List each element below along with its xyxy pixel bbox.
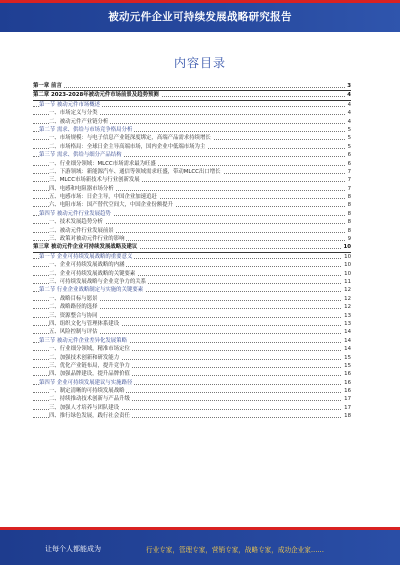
toc-page-number: 4: [347, 92, 351, 99]
toc-page-number: 4: [347, 118, 351, 125]
toc-entry-label: 四、加强品牌建设，提升品牌价值: [49, 371, 130, 378]
toc-page-number: 8: [347, 194, 351, 201]
toc-page-number: 7: [347, 185, 351, 192]
toc-item-row[interactable]: [33, 354, 351, 362]
toc-page-number: 8: [347, 210, 351, 217]
toc-entry-label: 二、战略路径的选择: [49, 304, 98, 311]
toc-item-row[interactable]: [33, 201, 351, 209]
toc-item-row[interactable]: [33, 320, 351, 328]
toc-page-number: 6: [347, 160, 351, 167]
toc-page-number: 16: [344, 371, 351, 378]
toc-entry-label: 三、优化产业链布局，提升竞争力: [49, 362, 130, 369]
toc-item-row[interactable]: [33, 235, 351, 243]
toc-section-row[interactable]: [33, 151, 351, 159]
toc-item-row[interactable]: [33, 227, 351, 235]
toc-entry-label: 一、技术发展趋势分析: [49, 219, 103, 226]
toc-entry-label: 二、被动元件产业链分析: [49, 118, 109, 125]
toc-page-number: 15: [344, 362, 351, 369]
toc-item-row[interactable]: [33, 109, 351, 117]
toc-page-number: 14: [344, 329, 351, 336]
toc-page-number: 12: [344, 287, 351, 294]
toc-page-number: 9: [347, 236, 351, 243]
table-of-contents: [33, 82, 351, 421]
toc-entry-label: 三、政策对被动元件行业的影响: [49, 236, 125, 243]
toc-entry-label: 第四节 企业可持续发展建议与实施路径: [39, 379, 133, 386]
toc-item-row[interactable]: [33, 160, 351, 168]
toc-entry-label: 三、MLCC市场新技术与行业创新发展: [49, 177, 140, 184]
toc-item-row[interactable]: [33, 404, 351, 412]
toc-page-number: 7: [347, 177, 351, 184]
toc-item-row[interactable]: [33, 118, 351, 126]
toc-page-number: 6: [347, 152, 351, 159]
toc-chapter-row[interactable]: [33, 243, 351, 252]
toc-section-row[interactable]: [33, 126, 351, 134]
toc-page-number: 12: [344, 295, 351, 302]
toc-section-row[interactable]: [33, 101, 351, 109]
toc-page-number: 8: [347, 219, 351, 226]
toc-page-number: 4: [347, 110, 351, 117]
toc-entry-label: 第二节 需求、供给与市场竞争格局分析: [39, 126, 133, 133]
toc-page-number: 13: [344, 312, 351, 319]
toc-entry-label: 一、战略目标与愿景: [49, 295, 98, 302]
toc-section-row[interactable]: [33, 286, 351, 294]
toc-leader-dots: [33, 87, 351, 88]
toc-item-row[interactable]: [33, 218, 351, 226]
toc-page-number: 14: [344, 337, 351, 344]
toc-item-row[interactable]: [33, 278, 351, 286]
toc-item-row[interactable]: [33, 362, 351, 370]
toc-item-row[interactable]: [33, 261, 351, 269]
toc-section-row[interactable]: [33, 337, 351, 345]
toc-item-row[interactable]: [33, 134, 351, 142]
toc-page-number: 16: [344, 388, 351, 395]
header-accent-line: [0, 0, 400, 3]
toc-entry-label: 第三节 被动元件企业差异化发展策略: [39, 337, 127, 344]
toc-page-number: 11: [344, 278, 351, 285]
toc-page-number: 18: [344, 413, 351, 420]
toc-entry-label: 五、风险控制与评估: [49, 329, 98, 336]
toc-entry-label: 一、企业可持续发展战略的内涵: [49, 262, 125, 269]
toc-section-row[interactable]: [33, 210, 351, 218]
toc-entry-label: 四、组织文化与管理体系建设: [49, 320, 120, 327]
toc-item-row[interactable]: [33, 270, 351, 278]
toc-entry-label: 一、行业细分领域：MLCC市场需求最为旺盛: [49, 160, 156, 167]
footer-accent-line: [0, 527, 400, 530]
toc-entry-label: 三、加强人才培养与团队建设: [49, 404, 120, 411]
toc-page-number: 5: [347, 126, 351, 133]
toc-entry-label: 一、制定清晰的可持续发展战略: [49, 388, 125, 395]
toc-section-row[interactable]: [33, 253, 351, 261]
toc-entry-label: 一、行业细分领域，精准市场定位: [49, 346, 130, 353]
toc-item-row[interactable]: [33, 345, 351, 353]
toc-entry-label: 第三节 需求、供给与细分产品结构: [39, 152, 122, 159]
toc-item-row[interactable]: [33, 312, 351, 320]
toc-page-number: 13: [344, 320, 351, 327]
toc-entry-label: 六、电阻市场：国产替代空间大，中国企业份额提升: [49, 202, 173, 209]
footer-banner: [0, 530, 400, 565]
toc-chapter-row[interactable]: [33, 82, 351, 91]
toc-item-row[interactable]: [33, 185, 351, 193]
toc-item-row[interactable]: [33, 328, 351, 336]
toc-page-number: 10: [344, 262, 351, 269]
toc-entry-label: 二、持续推动技术创新与产品升级: [49, 396, 130, 403]
toc-entry-label: 第四节 被动元件行业发展趋势: [39, 210, 111, 217]
toc-entry-label: 二、下游领域：新能源汽车、通信等领域需求旺盛，带动MLCC出口增长: [49, 168, 221, 175]
toc-item-row[interactable]: [33, 193, 351, 201]
toc-item-row[interactable]: [33, 295, 351, 303]
footer-slogan: 让每个人都能成为: [45, 545, 101, 553]
toc-entry-label: 第一节 企业可持续发展战略的重要意义: [39, 253, 133, 260]
toc-entry-label: 第二节 行业企业战略制定与实施的关键要素: [39, 287, 144, 294]
footer-tagline: 行业专家，管理专家，营销专家，战略专家，成功企业家……: [146, 546, 325, 554]
toc-item-row[interactable]: [33, 176, 351, 184]
toc-entry-label: 第三章 被动元件企业可持续发展战略及建议: [33, 244, 138, 251]
toc-item-row[interactable]: [33, 168, 351, 176]
toc-page-number: 8: [347, 227, 351, 234]
toc-entry-label: 五、电感市场：日企主导，中国企业加速追赶: [49, 194, 157, 201]
toc-chapter-row[interactable]: [33, 91, 351, 100]
toc-section-row[interactable]: [33, 379, 351, 387]
toc-entry-label: 四、电感和电阻器市场分析: [49, 185, 114, 192]
toc-entry-label: 一、市场规模：与电子信息产业链深度绑定，高端产品需求持续增长: [49, 135, 211, 142]
toc-page-number: 4: [347, 101, 351, 108]
toc-page-number: 10: [343, 244, 351, 251]
toc-item-row[interactable]: [33, 303, 351, 311]
toc-page-number: 16: [344, 379, 351, 386]
toc-item-row[interactable]: [33, 370, 351, 378]
toc-page-number: 15: [344, 354, 351, 361]
toc-entry-label: 二、企业可持续发展战略的关键要素: [49, 270, 136, 277]
toc-heading: 内容目录: [173, 56, 226, 70]
toc-page-number: 5: [347, 135, 351, 142]
toc-entry-label: 二、被动元件行业发展前景: [49, 227, 114, 234]
toc-page-number: 10: [344, 270, 351, 277]
toc-entry-label: 二、加强技术创新和研发能力: [49, 354, 120, 361]
toc-item-row[interactable]: [33, 387, 351, 395]
toc-entry-label: 一、市场定义与分类: [49, 110, 98, 117]
toc-entry-label: 三、资源整合与协同: [49, 312, 98, 319]
toc-entry-label: 三、可持续发展战略与企业竞争力的关系: [49, 278, 147, 285]
toc-page-number: 5: [347, 143, 351, 150]
toc-page-number: 10: [344, 253, 351, 260]
toc-entry-label: 第一章 前言: [33, 83, 62, 89]
toc-entry-label: 四、推行绿色发展，践行社会责任: [49, 413, 130, 420]
header-bar: [0, 0, 400, 32]
toc-entry-label: 第一节 被动元件市场概述: [39, 101, 101, 108]
toc-page-number: 14: [344, 346, 351, 353]
toc-entry-label: 二、市场格局：全球日企主导高端市场，国内企业中低端市场为主: [49, 143, 206, 150]
toc-page-number: 3: [347, 83, 351, 89]
toc-page-number: 12: [344, 304, 351, 311]
toc-page-number: 17: [344, 396, 351, 403]
toc-item-row[interactable]: [33, 412, 351, 420]
toc-item-row[interactable]: [33, 143, 351, 151]
toc-page-number: 7: [347, 168, 351, 175]
toc-page-number: 8: [347, 202, 351, 209]
toc-entry-label: 第二章 2023-2028年被动元件市场前景及趋势预测: [33, 92, 159, 99]
document-title: 被动元件企业可持续发展战略研究报告: [108, 11, 292, 23]
toc-item-row[interactable]: [33, 395, 351, 403]
toc-page-number: 17: [344, 404, 351, 411]
